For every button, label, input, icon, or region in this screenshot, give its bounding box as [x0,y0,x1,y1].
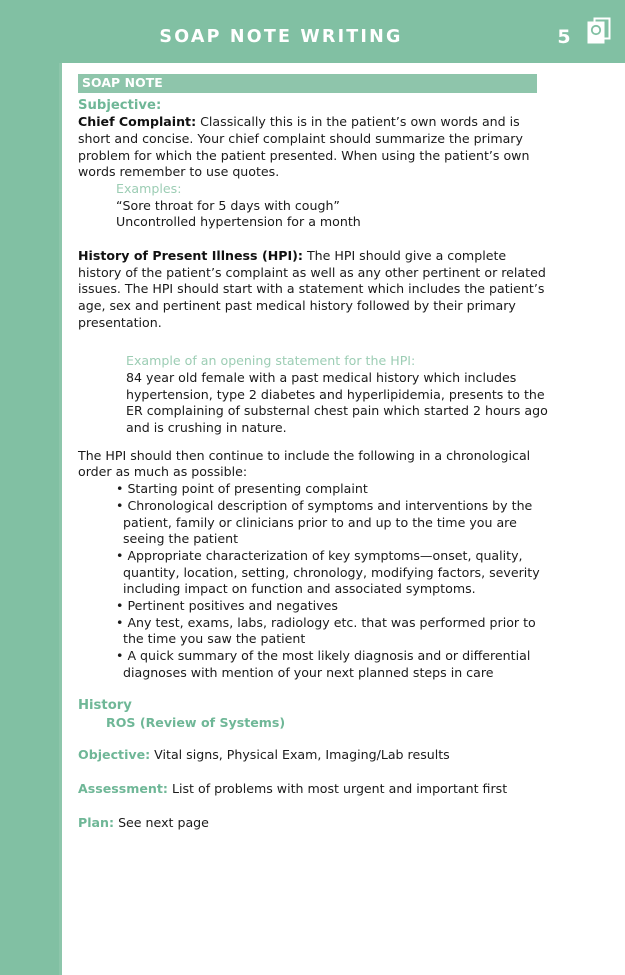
bullet-item: • Appropriate characterization of key symptoms—onset, quality, quantity, location, setting, chronology, modifying factors, severity including impact on function and associated symptoms. [116,547,540,597]
bullet-text: Appropriate characterization of key symptoms—onset, quality, quantity, location, setting, chronology, modifying factors, severity including impact on function and associated symptoms. [123,547,540,597]
hpi-body: The HPI should give a complete history of the patient’s complaint as well as any other pertinent or related issues. The HPI should start with a statement which includes the patient’s age, sex and pertinent past medical history followed by their primary presentation. [78,248,546,330]
chief-complaint-paragraph [78,114,548,181]
hpi-bullet-list [78,481,548,681]
left-green-rail [0,63,62,975]
hpi-example-body: 84 year old female with a past medical history which includes hypertension, type 2 diabetes and hyperlipidemia, presents to the ER complaining of substernal chest pain which started 2 hours ago and is crushing in nature. [126,370,548,436]
hpi-label: History of Present Illness (HPI): [78,248,303,264]
objective-line [78,747,548,764]
chief-complaint-body: Classically this is in the patient’s own words and is short and concise. Your chief complaint should summarize the primary problem for which the patient presented. When using the patient’s own words remember to use quotes. [78,114,530,180]
document-content [78,74,548,831]
examples-label: Examples: [116,181,182,197]
history-heading: History [78,698,132,714]
bullet-item: • Starting point of presenting complaint [116,481,368,497]
chief-complaint-label: Chief Complaint: [78,114,197,130]
bullet-text: Starting point of presenting complaint [127,481,368,497]
example-item: “Sore throat for 5 days with cough” [116,197,340,213]
ros-heading: ROS (Review of Systems) [106,714,286,730]
bullet-item: • Chronological description of symptoms and interventions by the patient, family or clinicians prior to and up to the time you are seeing the patient [116,497,533,547]
example-item: Uncontrolled hypertension for a month [116,214,361,230]
assessment-body: List of problems with most urgent and important first [167,781,508,797]
spacer [78,764,548,781]
stacked-documents-icon [586,17,612,45]
objective-body: Vital signs, Physical Exam, Imaging/Lab results [150,747,450,763]
bullet-text: Chronological description of symptoms and interventions by the patient, family or clinicians prior to and up to the time you are seeing the patient [123,497,533,547]
spacer [78,730,548,747]
plan-body: See next page [114,814,209,830]
spacer [78,681,548,698]
bullet-item: • A quick summary of the most likely diagnosis and or differential diagnoses with mention of your next planned steps in care [116,647,531,680]
page-number: 5 [557,26,571,48]
assessment-line [78,781,548,798]
spacer [78,331,548,353]
assessment-label: Assessment: [78,781,168,797]
hpi-example-block [78,353,548,436]
bullet-item: • Pertinent positives and negatives [116,597,338,613]
bullet-item: • Any test, exams, labs, radiology etc. that was performed prior to the time you saw the patient [116,614,536,647]
bullet-text: Any test, exams, labs, radiology etc. that was performed prior to the time you saw the patient [123,614,536,647]
bullet-text: A quick summary of the most likely diagnosis and or differential diagnoses with mention of your next planned steps in care [123,647,531,680]
bullet-text: Pertinent positives and negatives [127,597,338,613]
spacer [78,798,548,815]
spacer [78,231,548,248]
soap-note-bar: SOAP NOTE [78,74,537,93]
spacer [78,437,548,448]
plan-label: Plan: [78,814,115,830]
plan-line [78,815,548,832]
examples-block [78,181,548,231]
hpi-paragraph [78,248,548,331]
subjective-heading: Subjective: [78,97,162,113]
hpi-example-label: Example of an opening statement for the HPI: [126,353,416,369]
page-title: SOAP NOTE WRITING [159,27,403,47]
objective-label: Objective: [78,747,151,763]
chronological-intro: The HPI should then continue to include the following in a chronological order as much as possible: [78,447,531,480]
